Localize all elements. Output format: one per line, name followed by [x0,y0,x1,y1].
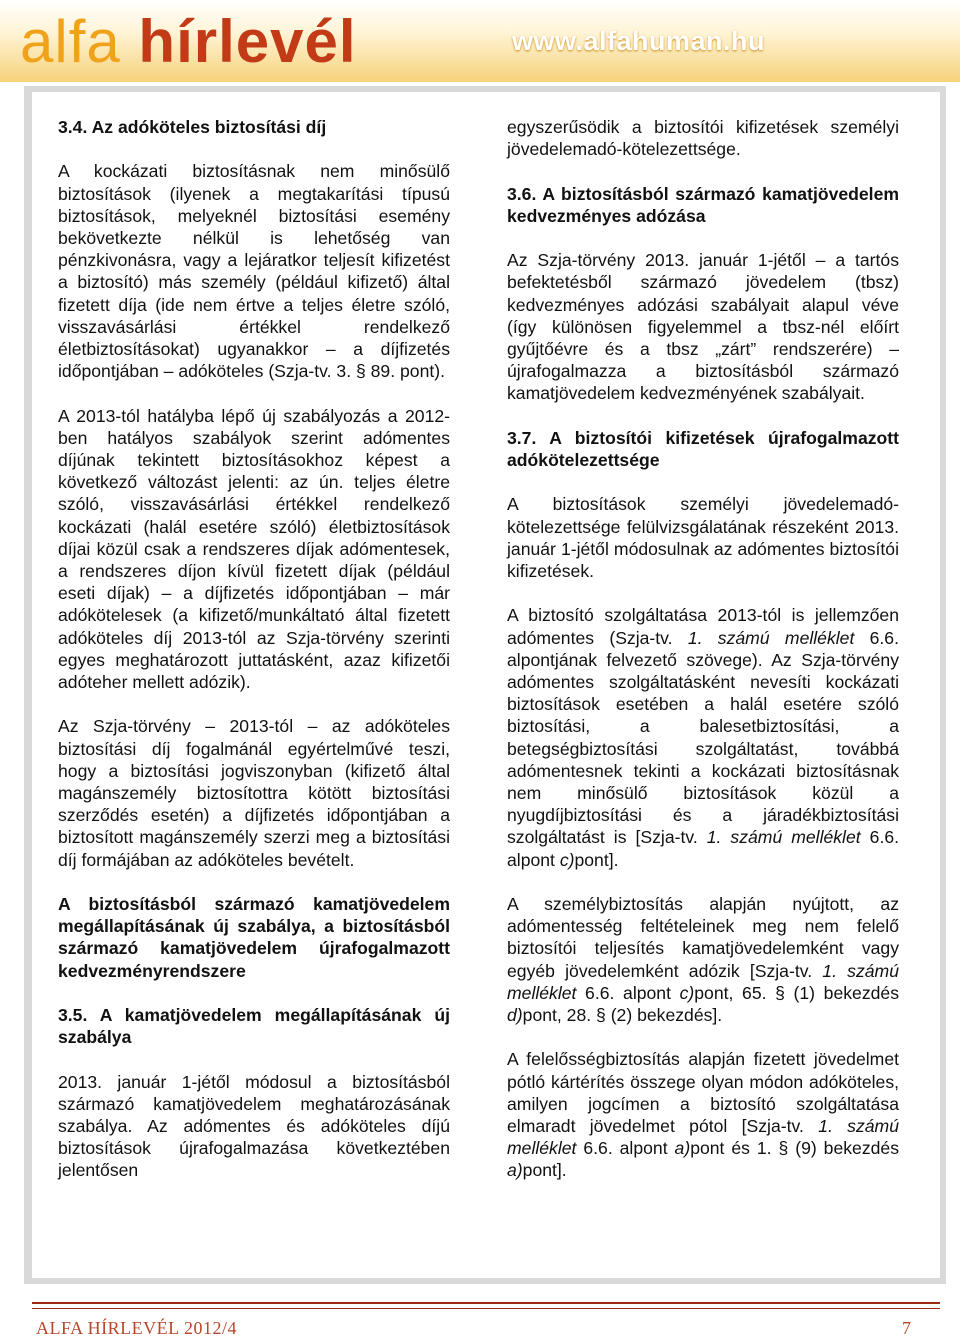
heading-3-6: 3.6. A biztosításból származó kamatjövedelem kedvezményes adózása [507,183,899,226]
text: A biztosító szolgáltatása 2013-tól is jellemzően adómentes (Szja-tv. [507,605,899,648]
page-number: 7 [902,1318,911,1338]
paragraph: Az Szja-törvény – 2013-tól – az adóköteles biztosítási díj fogalmánál egyértelművé teszi, hogy a biztosítási jogviszonyban (kifizető által magánszemély biztosítottra kötött biztosítási szerződés esetén) a díjfizetés időpontjában a biztosított magánszemély szerzi meg a biztosítási díj formájában az adóköteles bevételt. [58,716,450,870]
paragraph [507,604,899,870]
text: pont]. [574,849,619,870]
right-column [507,116,899,1204]
paragraph [507,893,899,1026]
logo-alfa: alfa [20,8,121,75]
text: 6.6. alpont [507,827,899,870]
paragraph: 2013. január 1-jétől módosul a biztosításból származó kamatjövedelem meghatározásának szabálya. Az adómentes és adóköteles díjú biztosítások újrafogalmazása következtében jelentősen [58,1071,450,1181]
heading-3-7: 3.7. A biztosítói kifizetések újrafogalmazott adókötelezettsége [507,427,899,470]
text: pont, 28. § (2) bekezdés]. [522,1005,723,1026]
logo-hirlevel: hírlevél [138,8,357,75]
text-italic: c) [679,982,695,1003]
text-italic: 1. számú melléklet [507,960,899,1003]
paragraph [507,1048,899,1181]
footer-title: ALFA HÍRLEVÉL 2012/4 [36,1318,237,1338]
text: A személybiztosítás alapján nyújtott, az adómentesség feltételeinek meg nem felelő biztosítói teljesítés kamatjövedelemként vagy egyéb jövedelemként adózik [Szja-tv. [507,894,899,981]
text: pont és 1. § (9) bekezdés [690,1138,899,1159]
heading-3-4: 3.4. Az adóköteles biztosítási díj [58,117,327,137]
alfa-hirlevel-logo [20,6,357,78]
paragraph: A 2013-tól hatályba lépő új szabályozás a 2012-ben hatályos szabályok szerint adómentes díjúnak tekintett biztosításokhoz képest a következő változást jelenti: az ún. teljes életre szóló, visszavásárlási értékkel rendelkező kockázati (halál esetére szóló) életbiztosítások díjai közül csak a rendszeres díjak adómentesek, a rendszeres díjon kívül fizetett díjak (például eseti díjak) – a díjfizetés időpontjában – már adókötelesek (a kifizető/munkáltató által fizetett adóköteles díj 2013-tól az Szja-törvény szerinti egyes meghatározott juttatásként, azaz kifizetői adóteher mellett adózik). [58,405,450,693]
text-italic: 1. számú melléklet [706,827,861,848]
text-italic: a) [674,1138,691,1159]
text: A felelősségbiztosítás alapján fizetett jövedelmet pótló kártérítés összege olyan módon adóköteles, amilyen jogcímen a biztosító szolgáltatása elmaradt jövedelmet pótol [Szja-tv. [507,1049,899,1137]
footer-rule [32,1308,940,1309]
paragraph: Az Szja-törvény 2013. január 1-jétől – a tartós befektetésből származó jövedelem (tbsz) kedvezményes adózási szabályait alapul véve (így különösen figyelemmel a tbsz-nél előírt gyűjtőévre és a tbsz „zárt” rendszerére) – újrafogalmazza a biztosításból származó kamatjövedelem kedvezményének szabályait. [507,250,899,404]
site-url[interactable]: www.alfahuman.hu [512,26,766,56]
paragraph: egyszerűsödik a biztosítói kifizetések személyi jövedelemadó-kötelezettsége. [507,117,899,160]
text-italic: d) [507,1005,523,1026]
text-italic: c) [559,849,575,870]
left-column [58,116,450,1204]
text: 6.6. alpontjának felvezető szövege). Az Szja-törvény adómentes szolgáltatásként nevesíti kockázati biztosítások esetében a halál esetére szóló biztosítási, a balesetbiztosítási, a betegségbiztosítási szolgáltatást, továbbá adómentesnek tekinti a kockázati biztosításnak nem minősülő biztosítások közül a nyugdíjbiztosítási és a járadékbiztosítási szolgáltatást is [Szja-tv. [507,627,899,848]
text-italic: a) [507,1160,523,1181]
text: pont]. [522,1160,567,1181]
text: pont, 65. § (1) bekezdés [694,982,899,1003]
header-banner [0,0,960,82]
text: 6.6. alpont [576,982,680,1003]
section-heading: A biztosításból származó kamatjövedelem megállapításának új szabálya, a biztosításból származó kamatjövedelem újrafogalmazott kedvezményrendszere [58,894,450,981]
text-italic: 1. számú melléklet [507,1116,899,1159]
heading-3-5: 3.5. A kamatjövedelem megállapításának új szabálya [58,1005,450,1048]
paragraph: A biztosítások személyi jövedelemadó-kötelezettsége felülvizsgálatának részeként 2013. január 1-jétől módosulnak az adómentes biztosítói kifizetések. [507,494,899,581]
footer-rule [32,1302,940,1304]
text: 6.6. alpont [576,1138,675,1159]
paragraph: A kockázati biztosításnak nem minősülő biztosítások (ilyenek a megtakarítási típusú biztosítások, melyeknél biztosítási esemény bekövetkezte nélkül is lehetőség van pénzkivonásra, vagy a lejáratkor teljesít kifizetést a biztosító) más személy (például kifizető) által fizetett díja (ide nem értve a teljes életre szóló, visszavásárlási értékkel rendelkező életbiztosításokat) ugyanakkor – a díjfizetés időpontjában – adóköteles (Szja-tv. 3. § 89. pont). [58,161,450,382]
text-italic: 1. számú melléklet [687,627,855,648]
